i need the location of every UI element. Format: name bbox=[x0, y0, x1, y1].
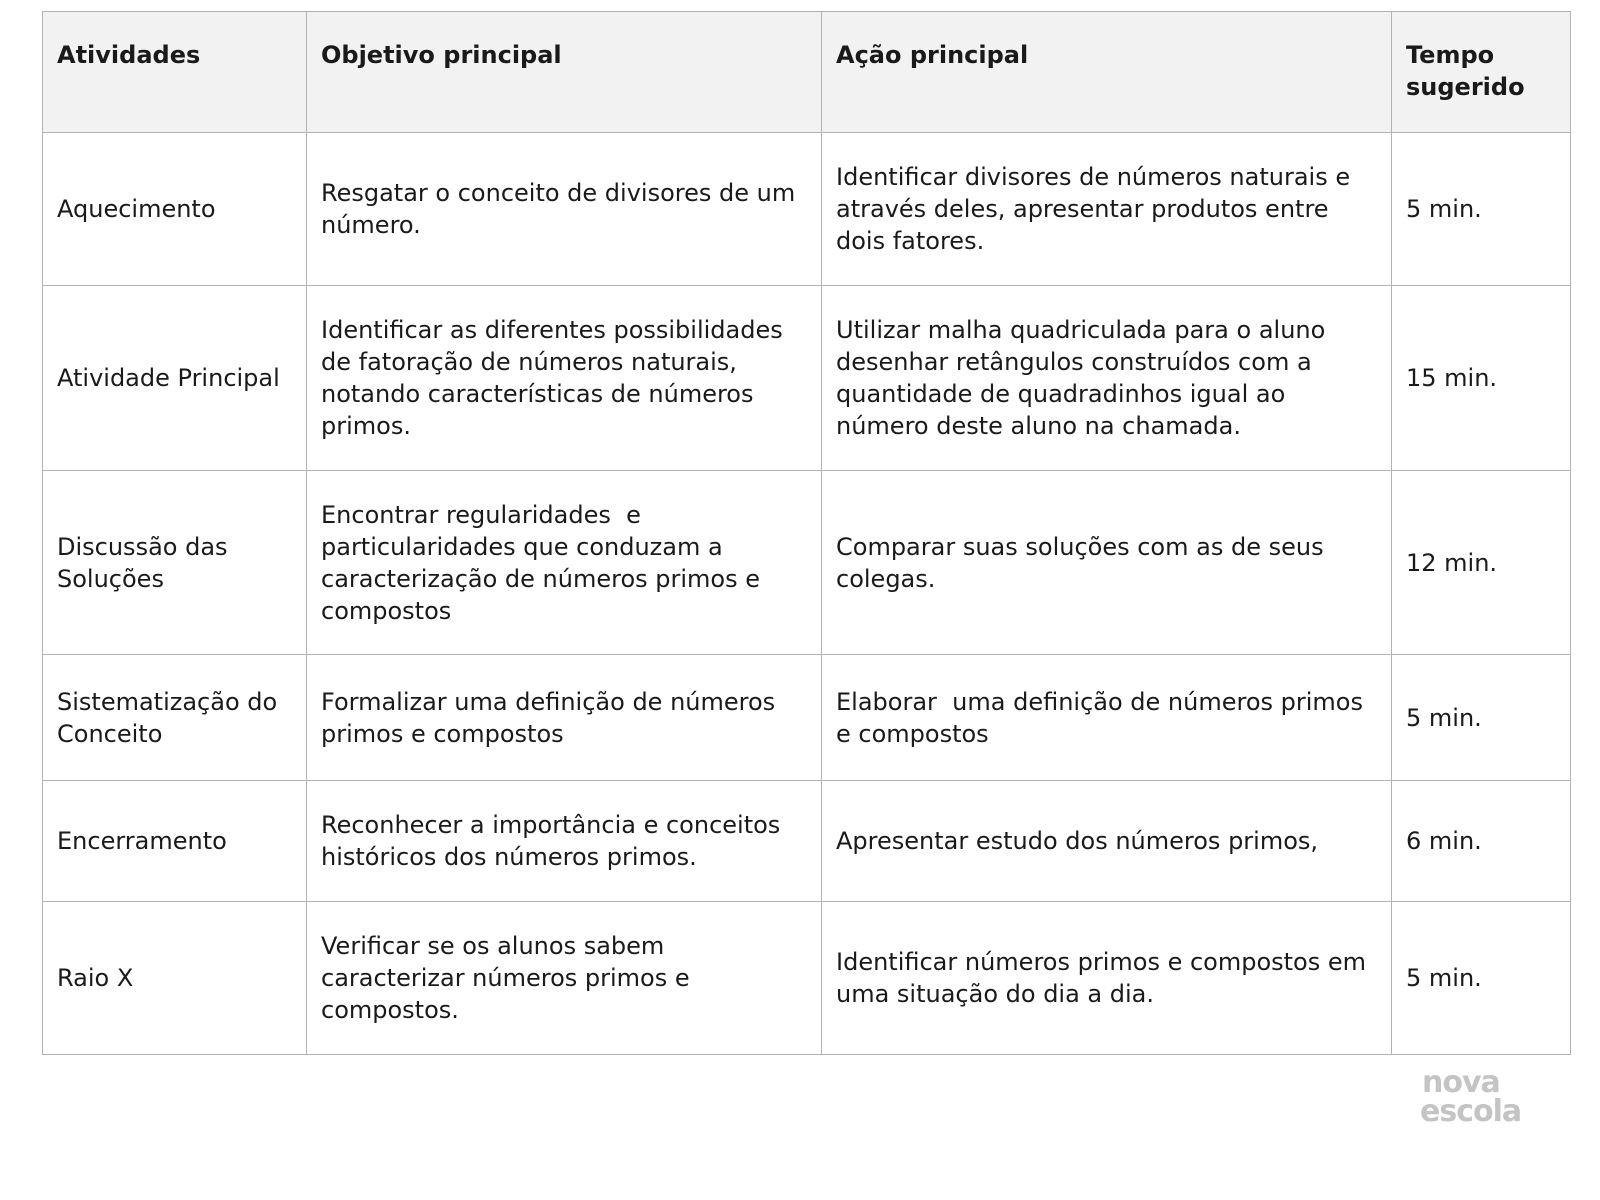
table-row bbox=[43, 781, 1571, 902]
cell-objetivo: Resgatar o conceito de divisores de um número. bbox=[307, 133, 822, 286]
cell-acao: Identificar números primos e compostos em uma situação do dia a dia. bbox=[822, 902, 1392, 1055]
lesson-plan-table bbox=[42, 11, 1571, 1055]
table-row bbox=[43, 655, 1571, 781]
cell-tempo: 5 min. bbox=[1392, 655, 1571, 781]
cell-tempo: 5 min. bbox=[1392, 133, 1571, 286]
cell-atividade: Discussão das Soluções bbox=[43, 471, 307, 655]
cell-atividade: Encerramento bbox=[43, 781, 307, 902]
header-objetivo-principal: Objetivo principal bbox=[307, 12, 822, 133]
cell-objetivo: Identificar as diferentes possibilidades de fatoração de números naturais, notando características de números primos. bbox=[307, 286, 822, 471]
table-row bbox=[43, 286, 1571, 471]
cell-atividade: Aquecimento bbox=[43, 133, 307, 286]
lesson-plan-table-container bbox=[42, 11, 1571, 1055]
cell-objetivo: Verificar se os alunos sabem caracterizar números primos e compostos. bbox=[307, 902, 822, 1055]
cell-tempo: 15 min. bbox=[1392, 286, 1571, 471]
cell-acao: Utilizar malha quadriculada para o aluno desenhar retângulos construídos com a quantidade de quadradinhos igual ao número deste aluno na chamada. bbox=[822, 286, 1392, 471]
cell-atividade: Raio X bbox=[43, 902, 307, 1055]
table-row bbox=[43, 133, 1571, 286]
table-row bbox=[43, 902, 1571, 1055]
logo-line-nova: nova bbox=[1422, 1065, 1500, 1100]
cell-atividade: Atividade Principal bbox=[43, 286, 307, 471]
cell-tempo: 5 min. bbox=[1392, 902, 1571, 1055]
cell-objetivo: Encontrar regularidades e particularidades que conduzam a caracterização de números primos e compostos bbox=[307, 471, 822, 655]
header-tempo-sugerido: Tempo sugerido bbox=[1392, 12, 1571, 133]
cell-tempo: 12 min. bbox=[1392, 471, 1571, 655]
cell-acao: Apresentar estudo dos números primos, bbox=[822, 781, 1392, 902]
cell-atividade: Sistematização do Conceito bbox=[43, 655, 307, 781]
cell-objetivo: Formalizar uma definição de números primos e compostos bbox=[307, 655, 822, 781]
table-header-row bbox=[43, 12, 1571, 133]
cell-acao: Identificar divisores de números naturais e através deles, apresentar produtos entre dois fatores. bbox=[822, 133, 1392, 286]
cell-objetivo: Reconhecer a importância e conceitos históricos dos números primos. bbox=[307, 781, 822, 902]
header-acao-principal: Ação principal bbox=[822, 12, 1392, 133]
cell-acao: Comparar suas soluções com as de seus colegas. bbox=[822, 471, 1392, 655]
header-atividades: Atividades bbox=[43, 12, 307, 133]
table-row bbox=[43, 471, 1571, 655]
logo-line-escola: escola bbox=[1420, 1094, 1522, 1129]
nova-escola-logo bbox=[1420, 1065, 1540, 1129]
cell-tempo: 6 min. bbox=[1392, 781, 1571, 902]
cell-acao: Elaborar uma definição de números primos e compostos bbox=[822, 655, 1392, 781]
